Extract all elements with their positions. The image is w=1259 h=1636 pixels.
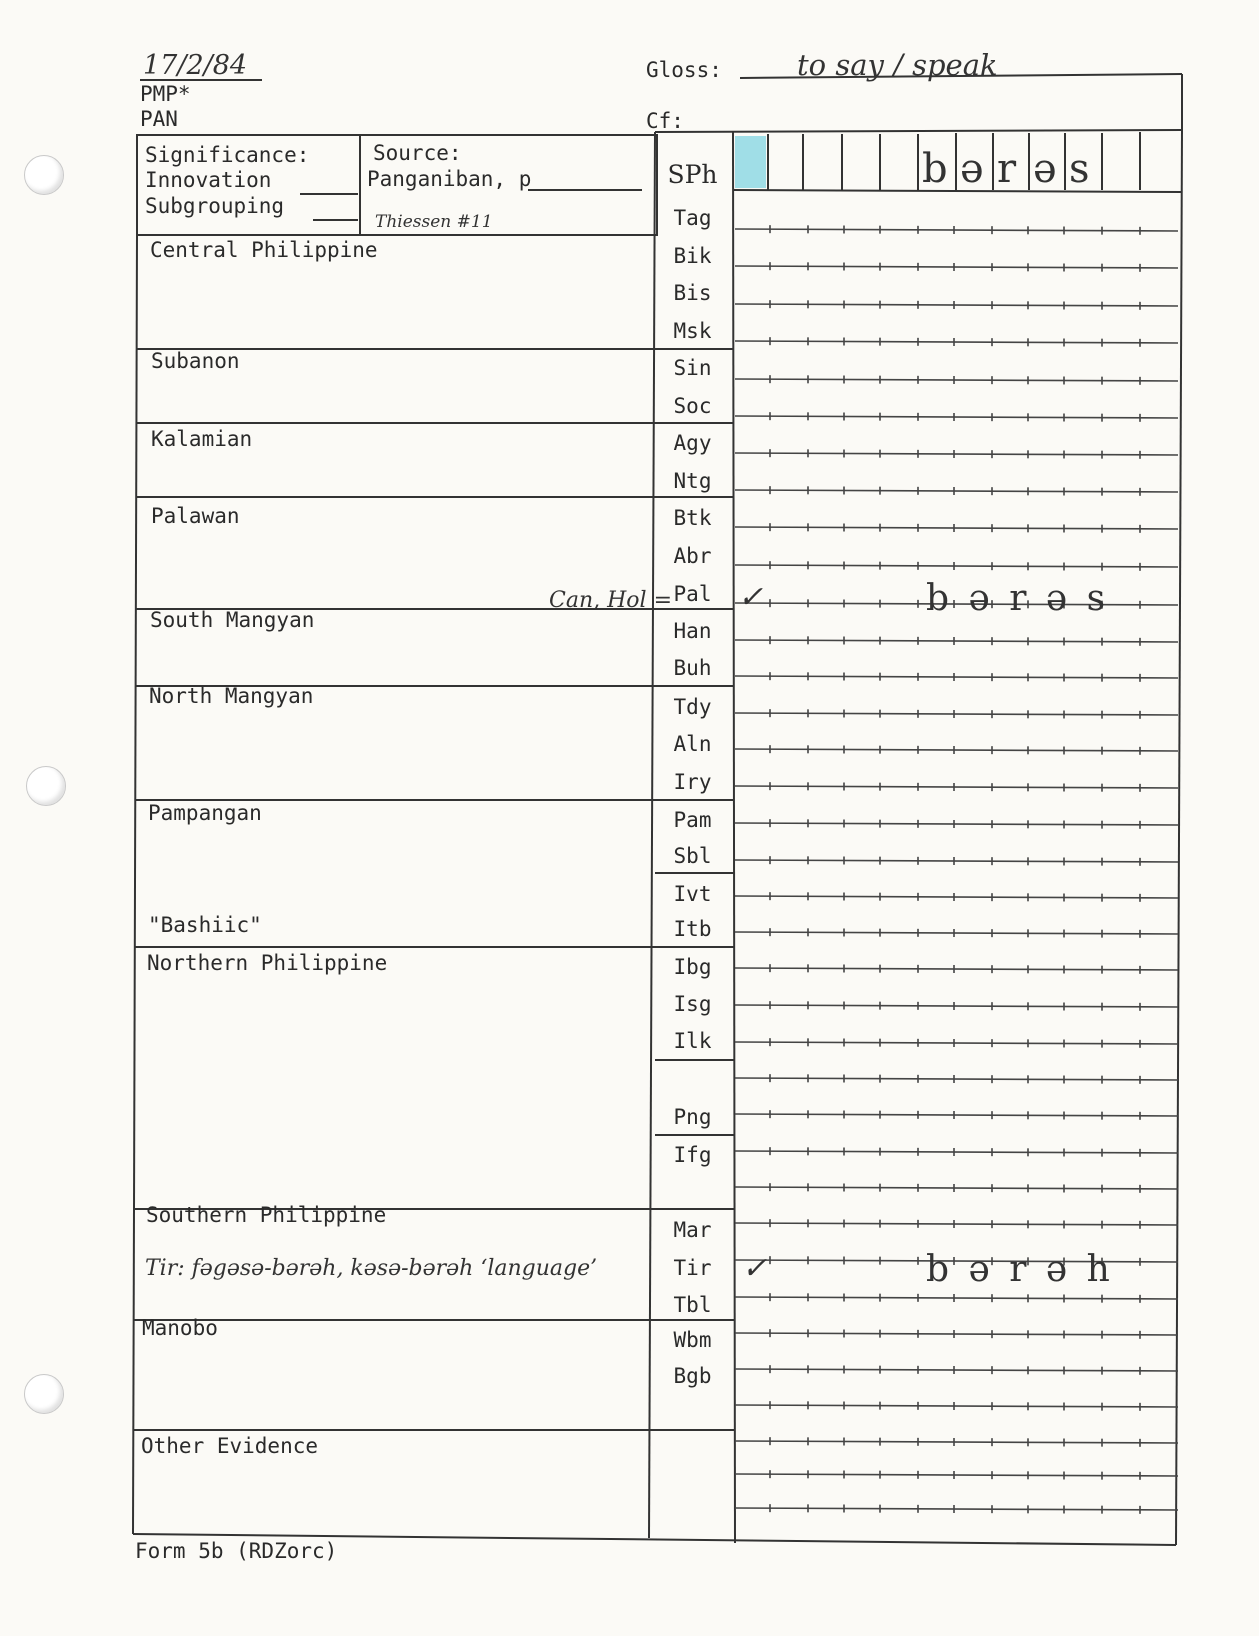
group-kalamian: Kalamian	[151, 427, 253, 451]
language-code-bgb: Bgb	[673, 1364, 712, 1388]
group-central-philippine: Central Philippine	[150, 238, 378, 262]
date: 17/2/84	[143, 50, 248, 81]
gloss-label: Gloss:	[646, 58, 722, 82]
subgrouping-label: Subgrouping	[145, 194, 285, 218]
form-footer: Form 5b (RDZorc)	[135, 1539, 338, 1563]
language-code-bik: Bik	[673, 244, 712, 268]
language-code-sin: Sin	[673, 356, 712, 380]
pan-label: PAN	[140, 107, 178, 131]
language-code-tbl: Tbl	[673, 1293, 712, 1317]
source-label: Source:	[373, 141, 462, 165]
innovation-label: Innovation	[145, 168, 272, 192]
tir-note: Tir: fəgəsə-bərəh, kəsə-bərəh ‘language’	[145, 1256, 598, 1281]
sph-highlight-cell	[735, 136, 766, 188]
language-code-ntg: Ntg	[673, 469, 712, 493]
language-code-wbm: Wbm	[673, 1328, 712, 1352]
language-code-buh: Buh	[673, 656, 712, 680]
language-code-ifg: Ifg	[673, 1143, 712, 1167]
group-south-mangyan: South Mangyan	[150, 608, 315, 632]
language-code-tir: Tir	[673, 1256, 712, 1280]
significance-title: Significance:	[145, 143, 310, 167]
language-code-agy: Agy	[673, 431, 712, 455]
cf-label: Cf:	[646, 109, 684, 133]
sph-letter: ə	[960, 146, 984, 192]
sph-letter: r	[997, 146, 1017, 192]
pal-note: Can, Hol =	[549, 588, 672, 613]
tir-check-mark: ✓	[742, 1251, 768, 1286]
language-code-isg: Isg	[673, 992, 712, 1016]
language-code-tdy: Tdy	[673, 695, 712, 719]
language-code-ibg: Ibg	[673, 955, 712, 979]
group-palawan: Palawan	[151, 504, 240, 528]
language-code-aln: Aln	[673, 732, 712, 756]
pmp-label: PMP*	[140, 82, 191, 106]
language-code-itb: Itb	[673, 917, 712, 941]
source-value: Panganiban, p	[367, 167, 532, 191]
group-north-mangyan: North Mangyan	[149, 684, 314, 708]
language-code-msk: Msk	[673, 319, 712, 343]
pal-check-mark: ✓	[738, 580, 764, 615]
language-code-iry: Iry	[673, 770, 712, 794]
language-code-ilk: Ilk	[673, 1029, 712, 1053]
sph-letter: b	[922, 146, 948, 192]
language-code-pam: Pam	[673, 808, 712, 832]
language-code-mar: Mar	[673, 1218, 712, 1242]
sph-letter: s	[1069, 146, 1090, 192]
language-code-soc: Soc	[673, 394, 712, 418]
group-northern-philippine: Northern Philippine	[147, 951, 388, 975]
language-code-abr: Abr	[673, 544, 712, 568]
language-code-bis: Bis	[673, 281, 712, 305]
source-note: Thiessen #11	[375, 212, 493, 232]
language-code-sph: SPh	[667, 160, 718, 189]
language-code-han: Han	[673, 619, 712, 643]
group-manobo: Manobo	[142, 1316, 218, 1340]
group-pampangan: Pampangan	[148, 801, 262, 825]
language-code-tag: Tag	[673, 206, 712, 230]
tir-form: b ə r ə h	[926, 1249, 1114, 1290]
group-subanon: Subanon	[151, 349, 240, 373]
group-bashiic: "Bashiic"	[148, 913, 262, 937]
language-code-sbl: Sbl	[673, 844, 712, 868]
language-code-png: Png	[673, 1105, 712, 1129]
group-southern-philippine: Southern Philippine	[146, 1203, 387, 1227]
group-other-evidence: Other Evidence	[141, 1434, 319, 1458]
language-code-ivt: Ivt	[673, 882, 712, 906]
language-code-pal: Pal	[673, 582, 712, 606]
gloss-value: to say / speak	[797, 48, 998, 82]
sph-letter: ə	[1033, 146, 1057, 192]
language-code-btk: Btk	[673, 506, 712, 530]
pal-form: b ə r ə s	[926, 578, 1110, 619]
